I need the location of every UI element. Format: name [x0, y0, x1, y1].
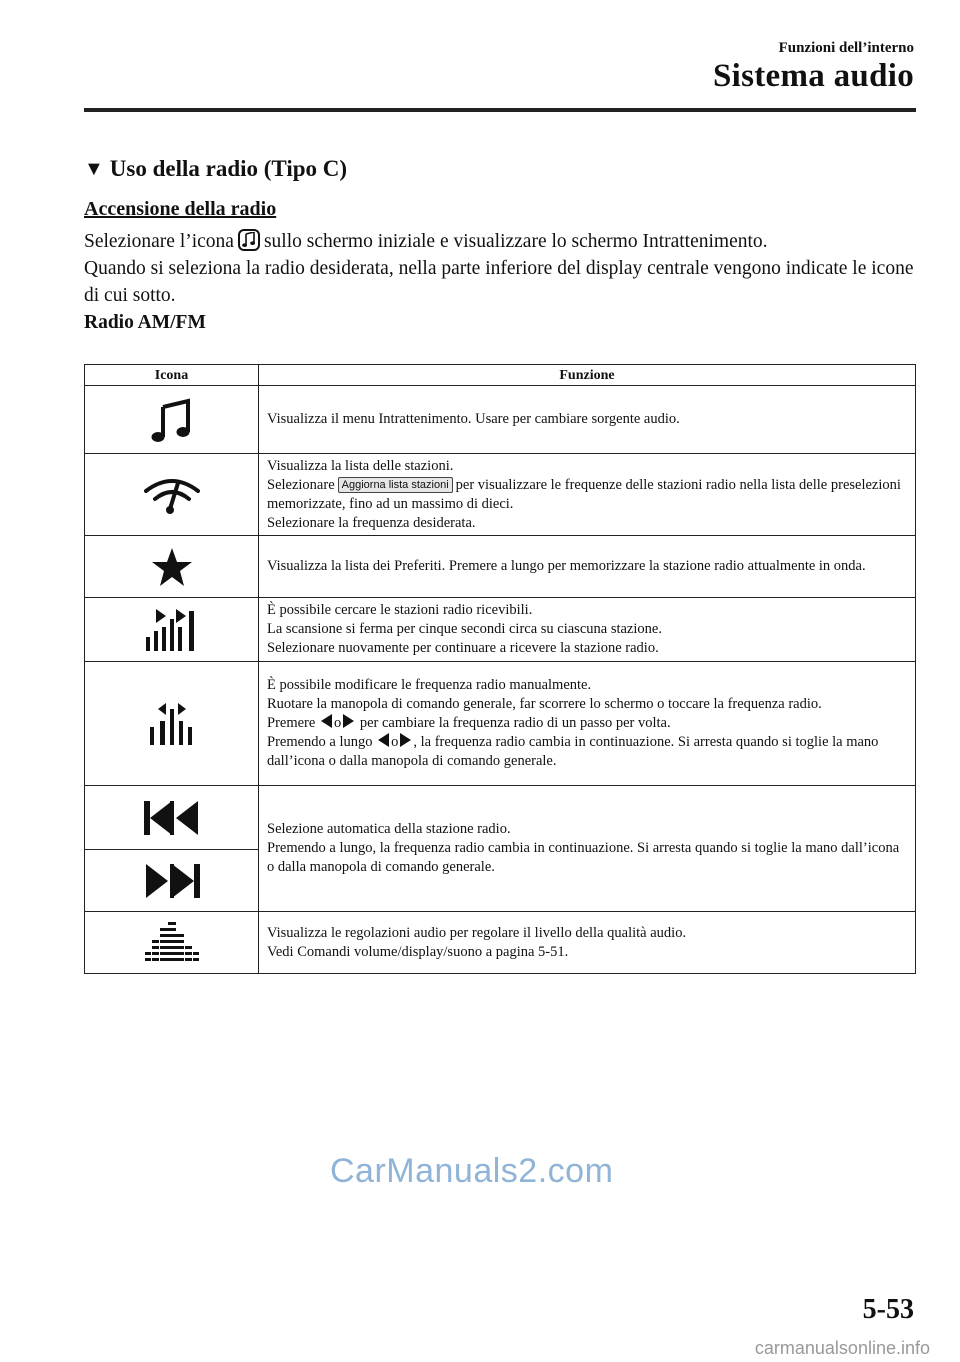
- function-text: Visualizza le regolazioni audio per regolare il livello della qualità audio.: [267, 924, 687, 941]
- function-text-part: o: [333, 715, 342, 731]
- function-text: Visualizza la lista dei Preferiti. Premere a lungo per memorizzare la stazione radio attualmente in onda.: [267, 558, 866, 574]
- function-text-part: Premendo a lungo: [267, 734, 373, 750]
- tune-up-arrow-icon: [343, 714, 354, 728]
- table-row: [85, 786, 916, 850]
- icon-cell: [85, 386, 259, 454]
- icon-cell: [85, 598, 259, 662]
- intro-text-3: Quando si seleziona la radio desiderata, nella parte inferiore del display centrale vengono indicate le icone di cui sotto.: [84, 258, 914, 306]
- function-text: Selezionare la frequenza desiderata.: [267, 514, 476, 531]
- function-text-part: per cambiare la frequenza radio di un passo per volta.: [359, 715, 671, 731]
- function-text: Visualizza la lista delle stazioni.: [267, 457, 454, 474]
- function-text: [267, 733, 907, 771]
- header-rule: [84, 108, 916, 112]
- section-heading: [84, 156, 347, 182]
- table-row: [85, 386, 916, 454]
- function-cell: [259, 598, 916, 662]
- function-text: La scansione si ferma per cinque secondi circa su ciascuna stazione.: [267, 621, 662, 637]
- intro-paragraph: [84, 228, 920, 309]
- function-text: Selezionare nuovamente per continuare a ricevere la stazione radio.: [267, 640, 659, 656]
- intro-text-2: sullo schermo iniziale e visualizzare lo schermo Intrattenimento.: [263, 231, 768, 252]
- table-row: [85, 536, 916, 598]
- function-text-part: , la frequenza radio cambia in continuazione. Si arresta quando si toglie la mano dall’icona o dalla manopola di comando generale.: [267, 734, 879, 769]
- music-app-icon: [238, 229, 260, 251]
- icon-cell: [85, 454, 259, 536]
- function-text: È possibile modificare le frequenza radio manualmente.: [267, 677, 592, 693]
- function-cell: [259, 454, 916, 536]
- page-number: 5-53: [862, 1294, 914, 1325]
- table-header-row: [85, 365, 916, 386]
- intro-text-1: Selezionare l’icona: [84, 231, 234, 252]
- icon-cell: [85, 912, 259, 974]
- footer-url: carmanualsonline.info: [754, 1338, 930, 1358]
- header-chapter: Funzioni dell’interno: [778, 40, 914, 56]
- seek-forward-icon: [142, 862, 202, 900]
- column-header-function: Funzione: [259, 365, 916, 386]
- function-text: Ruotare la manopola di comando generale, far scorrere lo schermo o toccare la frequenza radio.: [267, 696, 822, 712]
- watermark: CarManuals2.com: [330, 1152, 614, 1190]
- station-list-icon: [142, 475, 202, 515]
- function-text: Vedi Comandi volume/display/suono a pagina 5-51.: [267, 943, 569, 960]
- function-text: [267, 476, 907, 514]
- table-row: [85, 598, 916, 662]
- seek-back-icon: [142, 799, 202, 837]
- function-text: È possibile cercare le stazioni radio ricevibili.: [267, 602, 533, 618]
- function-cell: [259, 662, 916, 786]
- tune-up-arrow-icon: [400, 733, 411, 747]
- function-text-part: Premere: [267, 715, 316, 731]
- function-text: Visualizza il menu Intrattenimento. Usare per cambiare sorgente audio.: [267, 411, 680, 427]
- function-text: Selezione automatica della stazione radio.: [267, 821, 511, 837]
- icon-cell: [85, 850, 259, 912]
- function-text: Premendo a lungo, la frequenza radio cambia in continuazione. Si arresta quando si toglie la mano dall’icona o dalla manopola di comando generale.: [267, 840, 900, 875]
- function-cell: [259, 386, 916, 454]
- star-icon: [151, 547, 193, 587]
- header-section-title: Sistema audio: [712, 58, 914, 94]
- function-text-part: Selezionare: [267, 476, 335, 493]
- function-cell: [259, 536, 916, 598]
- table-row: [85, 912, 916, 974]
- function-cell: [259, 912, 916, 974]
- function-text-part: o: [391, 734, 399, 750]
- table-row: [85, 454, 916, 536]
- triangle-bullet-icon: ▼: [84, 157, 104, 180]
- equalizer-icon: [144, 920, 200, 966]
- function-cell: [259, 786, 916, 912]
- subheading: Accensione della radio: [84, 198, 277, 220]
- icon-cell: [85, 536, 259, 598]
- music-note-icon: [148, 396, 196, 444]
- icon-cell: [85, 662, 259, 786]
- table-row: [85, 662, 916, 786]
- update-station-list-button[interactable]: Aggiorna lista stazioni: [338, 477, 453, 493]
- tune-down-arrow-icon: [321, 714, 332, 728]
- icon-function-table: [84, 364, 916, 974]
- radio-am-fm-label: Radio AM/FM: [84, 312, 206, 333]
- tune-down-arrow-icon: [378, 733, 389, 747]
- column-header-icon: Icona: [85, 365, 259, 386]
- section-heading-text: Uso della radio (Tipo C): [109, 156, 348, 181]
- manual-tune-icon: [146, 701, 198, 747]
- scan-icon: [142, 607, 202, 653]
- function-text: [267, 714, 907, 733]
- icon-cell: [85, 786, 259, 850]
- function-text-part: per visualizzare le frequenze delle stazioni radio nella lista delle preselezioni memorizzate, fino ad un massimo di dieci.: [267, 476, 901, 512]
